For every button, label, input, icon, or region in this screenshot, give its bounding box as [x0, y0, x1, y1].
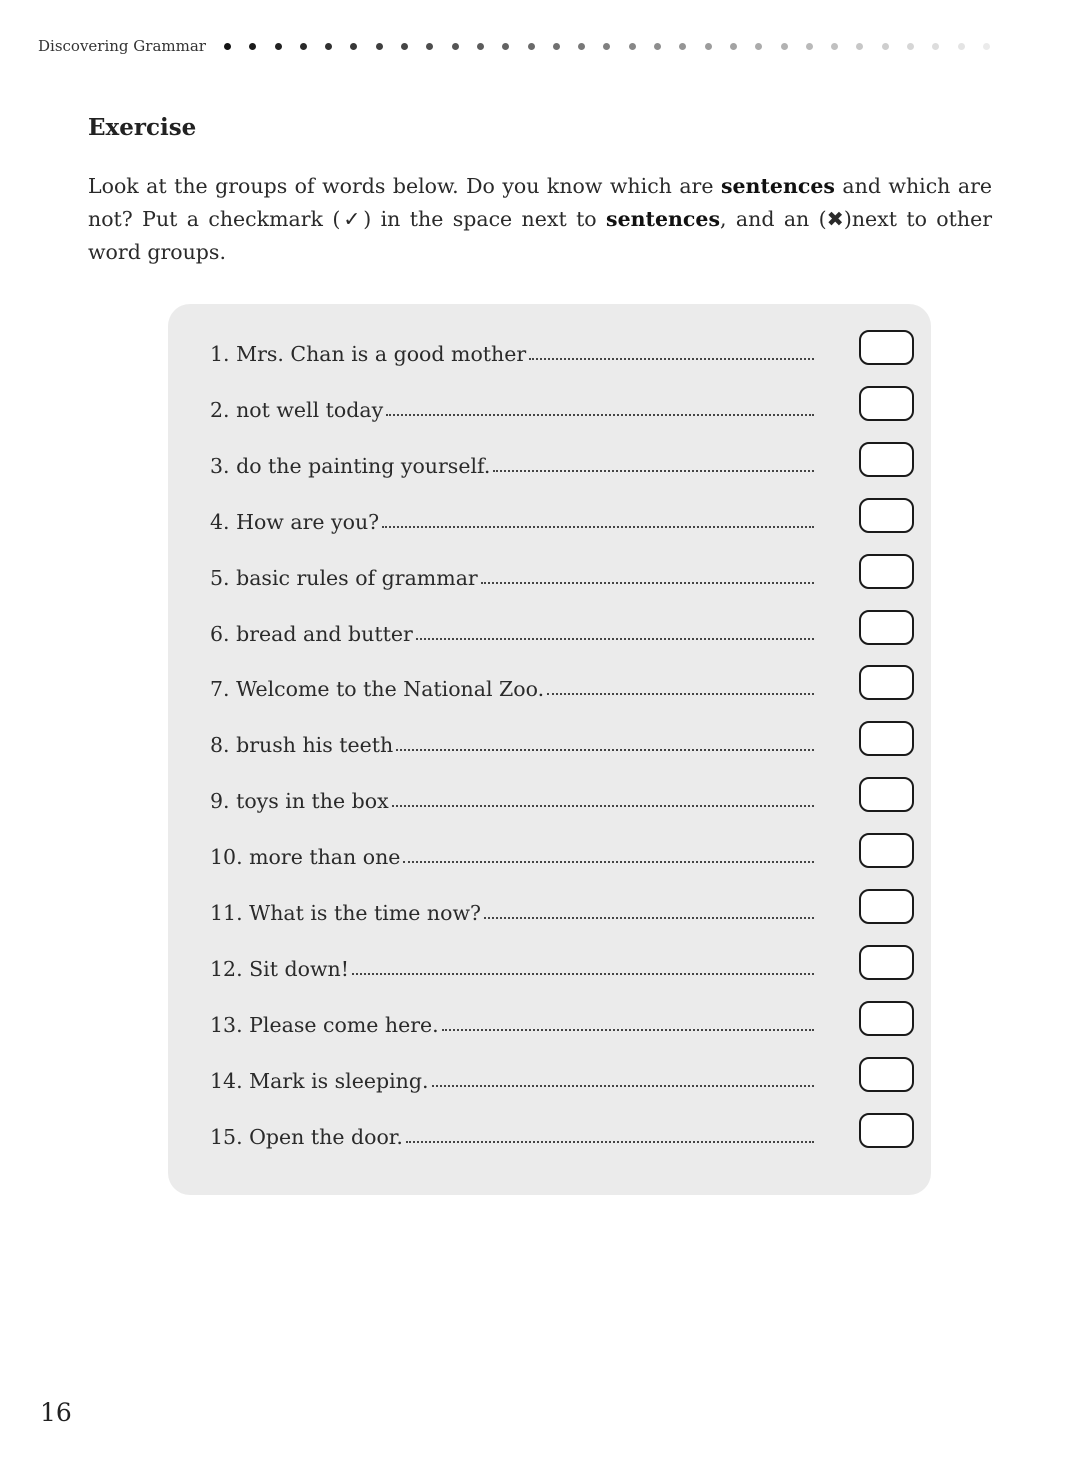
cross-icon: ✖ — [826, 207, 844, 231]
instruction-bold-term: sentences — [606, 207, 721, 231]
exercise-item — [210, 999, 876, 1039]
header-dot — [553, 43, 560, 50]
exercise-item — [210, 887, 876, 927]
header-dot — [654, 43, 661, 50]
answer-box[interactable] — [859, 610, 914, 645]
header-dot — [275, 43, 282, 50]
exercise-item — [210, 1055, 876, 1095]
header-dot — [300, 43, 307, 50]
dotted-leader — [484, 916, 814, 919]
header-dot — [350, 43, 357, 50]
header-dot — [705, 43, 712, 50]
exercise-instructions — [88, 170, 992, 269]
exercise-item-text: 11. What is the time now? — [210, 901, 482, 925]
header-dot — [679, 43, 686, 50]
exercise-item-text: 1. Mrs. Chan is a good mother — [210, 342, 527, 366]
exercise-item-text: 5. basic rules of grammar — [210, 565, 478, 590]
answer-box[interactable] — [859, 721, 914, 756]
decorative-dot-row — [224, 43, 1008, 50]
dotted-leader — [406, 1140, 814, 1143]
header-dot — [401, 43, 408, 50]
checkmark-icon: ✓ — [340, 207, 364, 231]
header-dot — [603, 43, 610, 50]
answer-box[interactable] — [859, 833, 914, 868]
exercise-item-text: 14. Mark is sleeping. — [210, 1068, 429, 1093]
exercise-item — [210, 831, 876, 871]
answer-box[interactable] — [859, 498, 914, 533]
header-dot — [983, 43, 990, 50]
dotted-leader — [432, 1084, 814, 1087]
exercise-item — [210, 663, 876, 703]
exercise-item-text: 4. How are you? — [210, 509, 380, 534]
header-dot — [426, 43, 433, 50]
answer-box[interactable] — [859, 442, 914, 477]
exercise-item-text: 2. not well today — [210, 397, 384, 422]
exercise-item — [210, 1111, 876, 1151]
instruction-text: )next to other word groups. — [88, 207, 993, 264]
dotted-leader — [403, 860, 814, 863]
exercise-panel — [168, 304, 931, 1195]
dotted-leader — [442, 1028, 814, 1031]
header-dot — [856, 43, 863, 50]
dotted-leader — [493, 469, 814, 472]
exercise-item-text: 13. Please come here. — [210, 1012, 439, 1037]
dotted-leader — [416, 637, 814, 640]
answer-box[interactable] — [859, 945, 914, 980]
answer-box[interactable] — [859, 665, 914, 700]
exercise-item — [210, 384, 876, 424]
instruction-text: , and an ( — [720, 207, 827, 231]
exercise-item-text: 3. do the painting yourself. — [210, 453, 491, 478]
exercise-item — [210, 943, 876, 983]
page-number: 16 — [40, 1398, 72, 1427]
instruction-text: ) in the space next to — [363, 207, 607, 231]
answer-box[interactable] — [859, 889, 914, 924]
header-dot — [958, 43, 965, 50]
exercise-item — [210, 440, 876, 480]
header-dot — [578, 43, 585, 50]
header-dot — [528, 43, 535, 50]
answer-box[interactable] — [859, 386, 914, 421]
dotted-leader — [352, 972, 814, 975]
header-dot — [629, 43, 636, 50]
header-dot — [882, 43, 889, 50]
exercise-item — [210, 608, 876, 648]
exercise-item-text: 6. bread and butter — [210, 621, 413, 646]
exercise-item — [210, 552, 876, 592]
header-dot — [502, 43, 509, 50]
exercise-item-text: 8. brush his teeth — [210, 733, 394, 758]
header-dot — [224, 43, 231, 50]
running-header — [38, 34, 1018, 58]
header-dot — [452, 43, 459, 50]
answer-box[interactable] — [859, 1057, 914, 1092]
exercise-item-text: 9. toys in the box — [210, 789, 389, 814]
exercise-item-text: 12. Sit down! — [210, 956, 349, 981]
header-dot — [325, 43, 332, 50]
exercise-heading: Exercise — [88, 114, 197, 141]
dotted-leader — [396, 748, 814, 751]
exercise-item-text: 7. Welcome to the National Zoo. — [210, 677, 545, 702]
answer-box[interactable] — [859, 554, 914, 589]
header-dot — [806, 43, 813, 50]
header-dot — [932, 43, 939, 50]
exercise-item-text: 10. more than one — [210, 845, 401, 870]
exercise-item-text: 15. Open the door. — [210, 1124, 403, 1149]
header-dot — [477, 43, 484, 50]
header-dot — [781, 43, 788, 50]
header-dot — [730, 43, 737, 50]
header-dot — [831, 43, 838, 50]
dotted-leader — [386, 413, 814, 416]
header-dot — [755, 43, 762, 50]
exercise-item — [210, 719, 876, 759]
exercise-item — [210, 496, 876, 536]
answer-box[interactable] — [859, 330, 914, 365]
exercise-item — [210, 775, 876, 815]
book-title: Discovering Grammar — [38, 37, 206, 55]
header-dot — [907, 43, 914, 50]
dotted-leader — [481, 581, 814, 584]
header-dot — [249, 43, 256, 50]
instruction-bold-term: sentences — [720, 174, 835, 198]
exercise-item — [210, 328, 876, 368]
dotted-leader — [529, 357, 814, 360]
instruction-text: and which are not? Put a checkmark ( — [88, 174, 992, 231]
answer-box[interactable] — [859, 777, 914, 812]
answer-box[interactable] — [859, 1113, 914, 1148]
instruction-text: Look at the groups of words below. Do you know which are — [88, 174, 721, 198]
dotted-leader — [382, 525, 814, 528]
dotted-leader — [547, 692, 814, 695]
answer-box[interactable] — [859, 1001, 914, 1036]
dotted-leader — [392, 804, 814, 807]
header-dot — [376, 43, 383, 50]
